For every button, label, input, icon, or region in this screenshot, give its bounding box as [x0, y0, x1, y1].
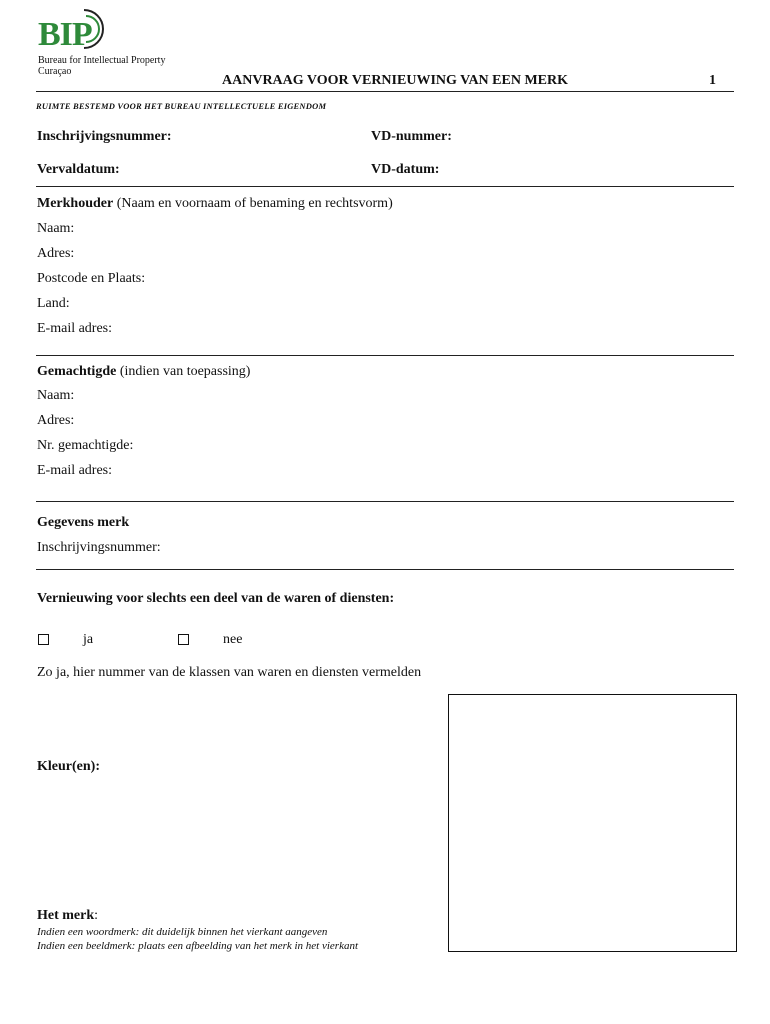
holder-address-label: Adres: — [37, 246, 75, 261]
logo-org-location: Curaçao — [38, 66, 72, 77]
holder-postcode-label: Postcode en Plaats: — [37, 271, 146, 286]
section-divider — [36, 355, 734, 356]
holder-heading-note: (Naam en voornaam of benaming en rechtsvorm) — [113, 196, 393, 211]
office-use-note: RUIMTE BESTEMD VOOR HET BUREAU INTELLECTUELE EIGENDOM — [36, 101, 327, 111]
agent-number-label: Nr. gemachtigde: — [37, 438, 134, 453]
section-divider — [36, 501, 734, 502]
holder-name-label: Naam: — [37, 221, 75, 236]
classes-instruction: Zo ja, hier nummer van de klassen van waren en diensten vermelden — [37, 665, 422, 680]
agent-heading — [37, 364, 250, 380]
holder-country-label: Land: — [37, 296, 70, 311]
partial-renewal-heading: Vernieuwing voor slechts een deel van de waren of diensten: — [37, 591, 395, 606]
agent-name-label: Naam: — [37, 388, 75, 403]
mark-label — [37, 908, 98, 924]
holder-heading — [37, 196, 393, 212]
holder-email-label: E-mail adres: — [37, 321, 113, 336]
colors-label: Kleur(en): — [37, 759, 100, 774]
yes-checkbox[interactable] — [38, 634, 49, 645]
agent-heading-title: Gemachtigde — [37, 364, 117, 379]
agent-email-label: E-mail adres: — [37, 463, 113, 478]
section-divider — [36, 569, 734, 570]
mark-registration-label: Inschrijvingsnummer: — [37, 540, 161, 555]
mark-image-box[interactable] — [448, 694, 737, 952]
mark-details-heading: Gegevens merk — [37, 515, 130, 530]
mark-label-title: Het merk — [37, 908, 95, 923]
vd-date-label: VD-datum: — [371, 162, 440, 177]
agent-heading-note: (indien van toepassing) — [116, 364, 251, 379]
no-label: nee — [223, 632, 243, 647]
vd-number-label: VD-nummer: — [371, 129, 452, 144]
figurative-mark-note: Indien een beeldmerk: plaats een afbeelding van het merk in het vierkant — [37, 940, 359, 952]
holder-heading-title: Merkhouder — [37, 196, 114, 211]
mark-label-colon: : — [94, 908, 99, 923]
no-checkbox[interactable] — [178, 634, 189, 645]
bip-logo: BIP — [38, 16, 92, 53]
logo-org-name: Bureau for Intellectual Property — [38, 55, 166, 66]
form-title: AANVRAAG VOOR VERNIEUWING VAN EEN MERK — [222, 73, 569, 88]
section-divider — [36, 186, 734, 187]
page-number: 1 — [709, 73, 716, 88]
word-mark-note: Indien een woordmerk: dit duidelijk binnen het vierkant aangeven — [37, 926, 328, 938]
yes-label: ja — [83, 632, 94, 647]
expiry-date-label: Vervaldatum: — [37, 162, 120, 177]
agent-address-label: Adres: — [37, 413, 75, 428]
header-divider — [36, 91, 734, 92]
registration-number-label: Inschrijvingsnummer: — [37, 129, 172, 144]
logo-arc-icon — [62, 6, 110, 52]
